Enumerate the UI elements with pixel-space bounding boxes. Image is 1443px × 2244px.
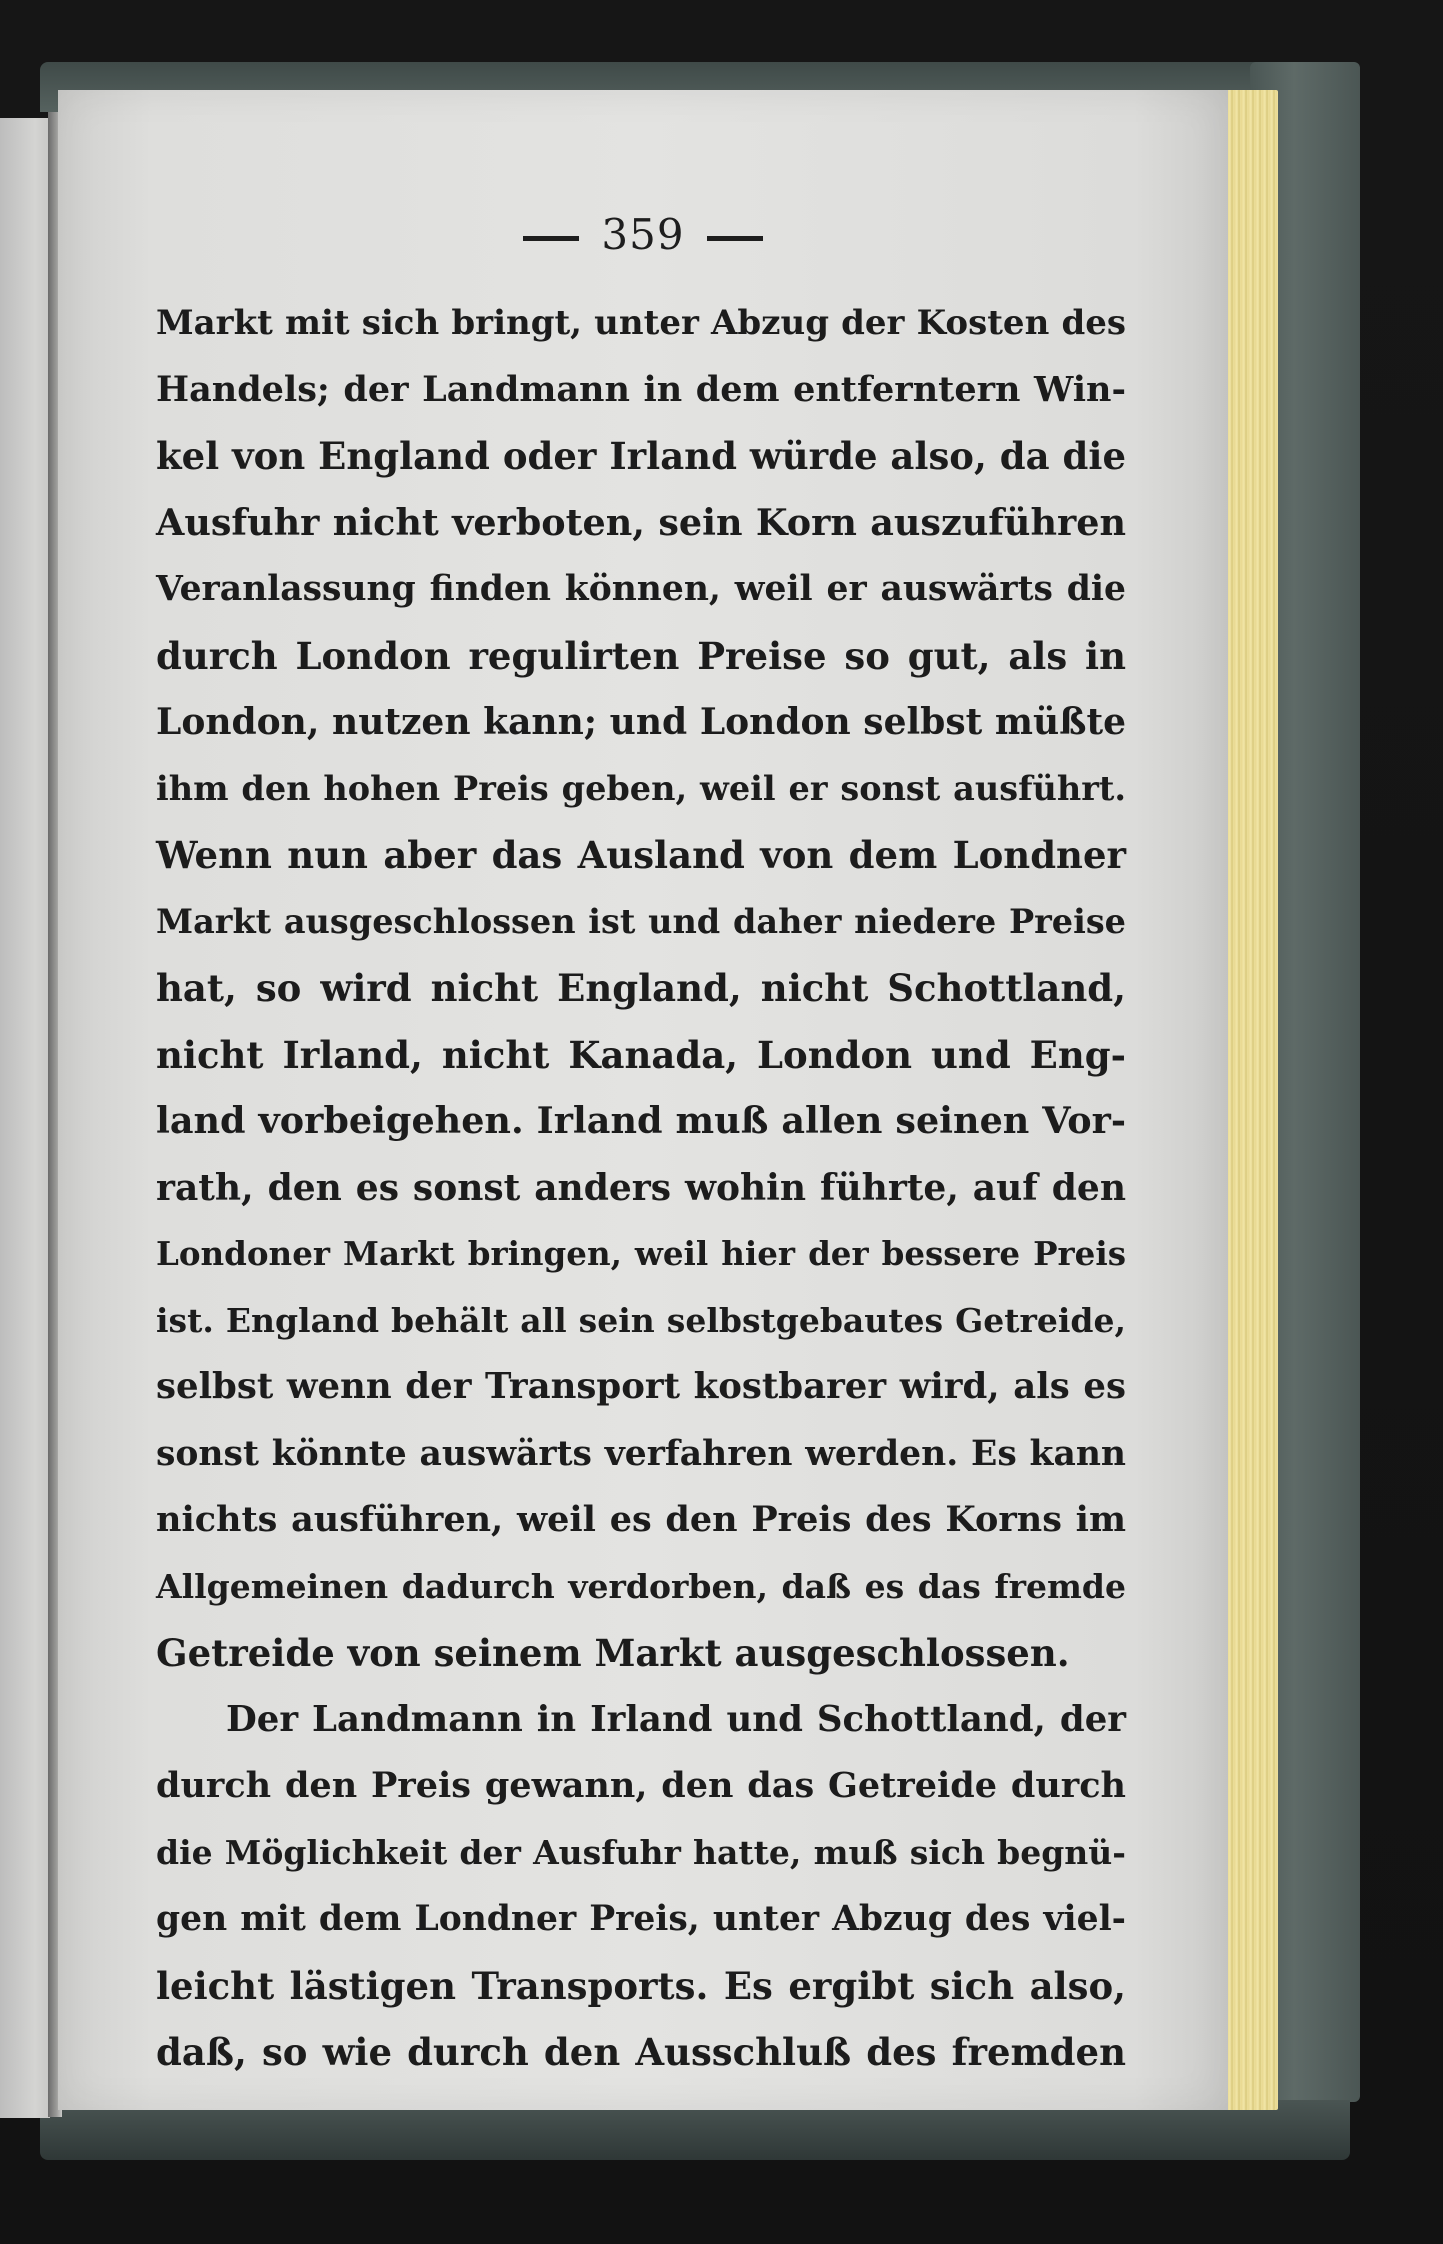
text-line: Markt mit sich bringt, unter Abzug der Kosten des xyxy=(156,303,1126,343)
text-line: kel von England oder Irland würde also, da die xyxy=(156,434,1126,478)
text-line: ist. England behält all sein selbstgebautes Getreide, xyxy=(156,1300,1126,1340)
text-line: hat, so wird nicht England, nicht Schottland, xyxy=(156,966,1126,1010)
text-line: nicht Irland, nicht Kanada, London und Eng- xyxy=(156,1032,1126,1077)
text-line: Wenn nun aber das Ausland von dem Londner xyxy=(156,833,1126,877)
text-line: Allgemeinen dadurch verdorben, daß es das fremde xyxy=(156,1566,1126,1606)
text-line: leicht lästigen Transports. Es ergibt sich also, xyxy=(156,1963,1126,2008)
text-line: land vorbeigehen. Irland muß allen seinen Vor- xyxy=(156,1099,1126,1142)
body-text xyxy=(156,290,1126,2086)
text-line: Ausfuhr nicht verboten, sein Korn auszuführen xyxy=(156,500,1126,544)
book-page xyxy=(58,90,1228,2110)
page-edges xyxy=(1220,90,1278,2110)
header-dash-left xyxy=(523,236,579,241)
page-header xyxy=(58,210,1228,259)
facing-page xyxy=(0,118,50,2118)
text-line: die Möglichkeit der Ausfuhr hatte, muß sich begnü- xyxy=(156,1832,1126,1872)
text-line: Markt ausgeschlossen ist und daher niedere Preise xyxy=(156,901,1126,941)
text-line: London, nutzen kann; und London selbst müßte xyxy=(156,701,1126,743)
text-line: sonst könnte auswärts verfahren werden. Es kann xyxy=(156,1433,1126,1474)
text-line: durch den Preis gewann, den das Getreide durch xyxy=(156,1765,1126,1806)
text-line: nichts ausführen, weil es den Preis des Korns im xyxy=(156,1499,1126,1540)
text-line: ihm den hohen Preis geben, weil er sonst ausführt. xyxy=(156,768,1126,808)
header-dash-right xyxy=(707,236,763,241)
text-line: daß, so wie durch den Ausschluß des fremden xyxy=(156,2030,1126,2074)
text-line: Veranlassung finden können, weil er auswärts die xyxy=(156,569,1126,609)
paragraph-1 xyxy=(156,290,1126,1687)
text-line: rath, den es sonst anders wohin führte, auf den xyxy=(156,1166,1126,1209)
text-line: durch London regulirten Preise so gut, als in xyxy=(156,633,1126,678)
text-line: selbst wenn der Transport kostbarer wird, als es xyxy=(156,1366,1126,1407)
page-number: 359 xyxy=(601,210,685,259)
text-line: Getreide von seinem Markt ausgeschlossen. xyxy=(156,1631,1070,1675)
text-line: Handels; der Landmann in dem entferntern Win- xyxy=(156,368,1126,410)
text-line: Londoner Markt bringen, weil hier der bessere Preis xyxy=(156,1234,1126,1273)
text-line: gen mit dem Londner Preis, unter Abzug des viel- xyxy=(156,1899,1126,1939)
paragraph-2 xyxy=(156,1687,1126,2086)
text-line: Der Landmann in Irland und Schottland, der xyxy=(226,1698,1126,1740)
